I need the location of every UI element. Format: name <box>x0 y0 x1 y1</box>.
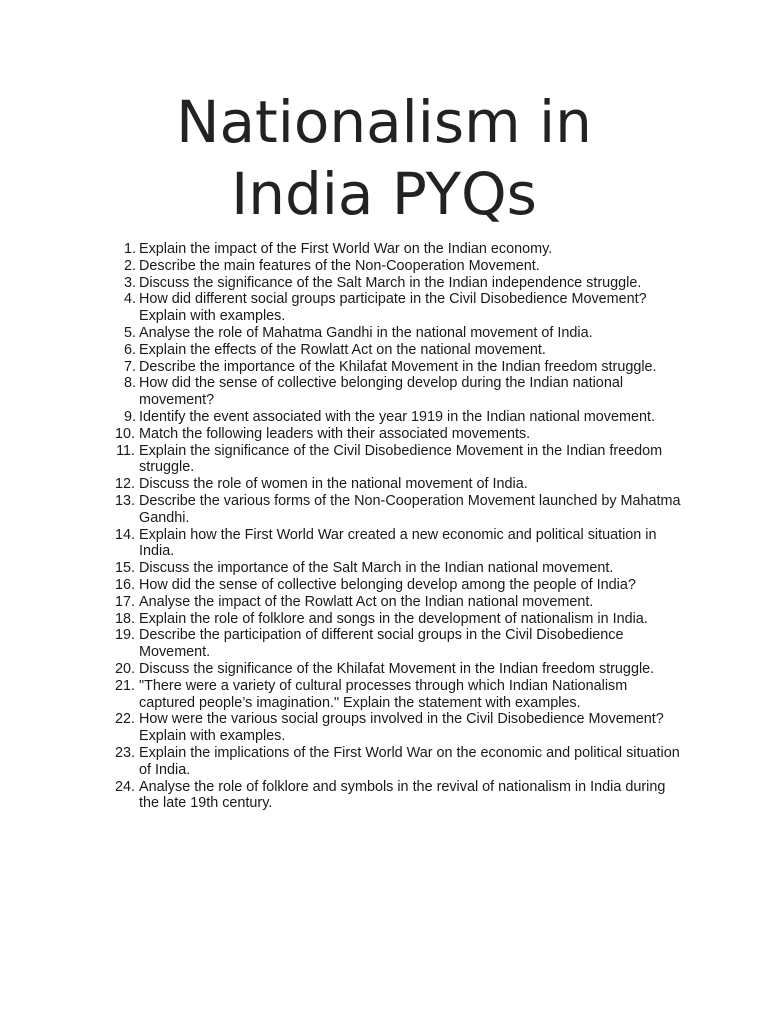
question-number: 3. <box>123 274 136 291</box>
question-text: Discuss the role of women in the national movement of India. <box>139 476 528 493</box>
question-text: Match the following leaders with their associated movements. <box>139 425 531 442</box>
question-text: "There were a variety of cultural processes through which Indian Nationalism captured people’s imagination." Explain the statement with examples. <box>139 677 628 711</box>
question-number: 12. <box>114 476 135 493</box>
question-list <box>114 241 684 812</box>
question-item <box>114 325 684 342</box>
question-text: Analyse the role of folklore and symbols in the revival of nationalism in India during the late 19th century. <box>139 778 666 812</box>
question-number: 18. <box>114 610 135 627</box>
question-number: 20. <box>114 660 135 677</box>
question-text: Discuss the significance of the Salt March in the Indian independence struggle. <box>139 274 642 291</box>
question-item <box>114 560 684 577</box>
question-number: 16. <box>114 576 135 593</box>
question-text: Identify the event associated with the year 1919 in the Indian national movement. <box>139 408 655 425</box>
title-line-1: Nationalism in <box>176 88 592 156</box>
question-item <box>114 627 684 661</box>
page-title <box>0 86 768 230</box>
question-item <box>114 359 684 376</box>
question-item <box>114 493 684 527</box>
question-item <box>114 711 684 745</box>
question-number: 8. <box>123 375 136 392</box>
question-text: Describe the various forms of the Non-Cooperation Movement launched by Mahatma Gandhi. <box>139 492 681 526</box>
question-item <box>114 577 684 594</box>
question-number: 23. <box>114 744 135 761</box>
question-text: Explain the role of folklore and songs in the development of nationalism in India. <box>139 610 648 627</box>
question-text: How were the various social groups involved in the Civil Disobedience Movement? Explain with examples. <box>139 711 664 745</box>
question-number: 7. <box>123 358 136 375</box>
question-number: 9. <box>123 408 136 425</box>
question-text: Describe the participation of different social groups in the Civil Disobedience Movement. <box>139 627 624 661</box>
question-item <box>114 443 684 477</box>
question-number: 2. <box>123 257 136 274</box>
question-item <box>114 661 684 678</box>
question-text: Discuss the importance of the Salt March in the Indian national movement. <box>139 560 614 577</box>
question-number: 15. <box>114 560 135 577</box>
question-text: Explain the effects of the Rowlatt Act on the national movement. <box>139 341 546 358</box>
question-text: Describe the importance of the Khilafat Movement in the Indian freedom struggle. <box>139 358 657 375</box>
question-text: Explain the implications of the First World War on the economic and political situation of India. <box>139 744 680 778</box>
question-number: 14. <box>114 526 135 543</box>
question-number: 10. <box>114 425 135 442</box>
question-text: How did different social groups participate in the Civil Disobedience Movement? Explain with examples. <box>139 291 647 325</box>
question-number: 4. <box>123 291 136 308</box>
question-number: 11. <box>116 442 135 459</box>
title-line-2: India PYQs <box>231 160 537 228</box>
question-text: Explain the significance of the Civil Disobedience Movement in the Indian freedom struggle. <box>139 442 663 476</box>
question-number: 1. <box>123 241 136 257</box>
question-item <box>114 375 684 409</box>
question-number: 13. <box>114 492 135 509</box>
question-number: 19. <box>114 627 135 644</box>
question-item <box>114 275 684 292</box>
question-item <box>114 594 684 611</box>
question-item <box>114 426 684 443</box>
question-item <box>114 678 684 712</box>
question-text: How did the sense of collective belonging develop among the people of India? <box>139 576 636 593</box>
question-text: How did the sense of collective belonging develop during the Indian national movement? <box>139 375 624 409</box>
question-text: Analyse the impact of the Rowlatt Act on the Indian national movement. <box>139 593 594 610</box>
question-item <box>114 342 684 359</box>
question-item <box>114 745 684 779</box>
question-item <box>114 409 684 426</box>
question-text: Describe the main features of the Non-Cooperation Movement. <box>139 257 540 274</box>
question-number: 6. <box>123 341 136 358</box>
question-text: Analyse the role of Mahatma Gandhi in the national movement of India. <box>139 324 593 341</box>
question-text: Explain how the First World War created a new economic and political situation in India. <box>139 526 657 560</box>
question-number: 22. <box>114 711 135 728</box>
question-item <box>114 476 684 493</box>
question-text: Discuss the significance of the Khilafat Movement in the Indian freedom struggle. <box>139 660 655 677</box>
question-number: 17. <box>114 593 135 610</box>
question-text: Explain the impact of the First World War on the Indian economy. <box>139 241 553 257</box>
question-item <box>114 527 684 561</box>
question-item <box>114 611 684 628</box>
question-item <box>114 291 684 325</box>
question-number: 21. <box>114 677 135 694</box>
question-item <box>114 241 684 258</box>
question-number: 24. <box>114 778 135 795</box>
question-item <box>114 779 684 813</box>
question-item <box>114 258 684 275</box>
question-number: 5. <box>123 324 136 341</box>
